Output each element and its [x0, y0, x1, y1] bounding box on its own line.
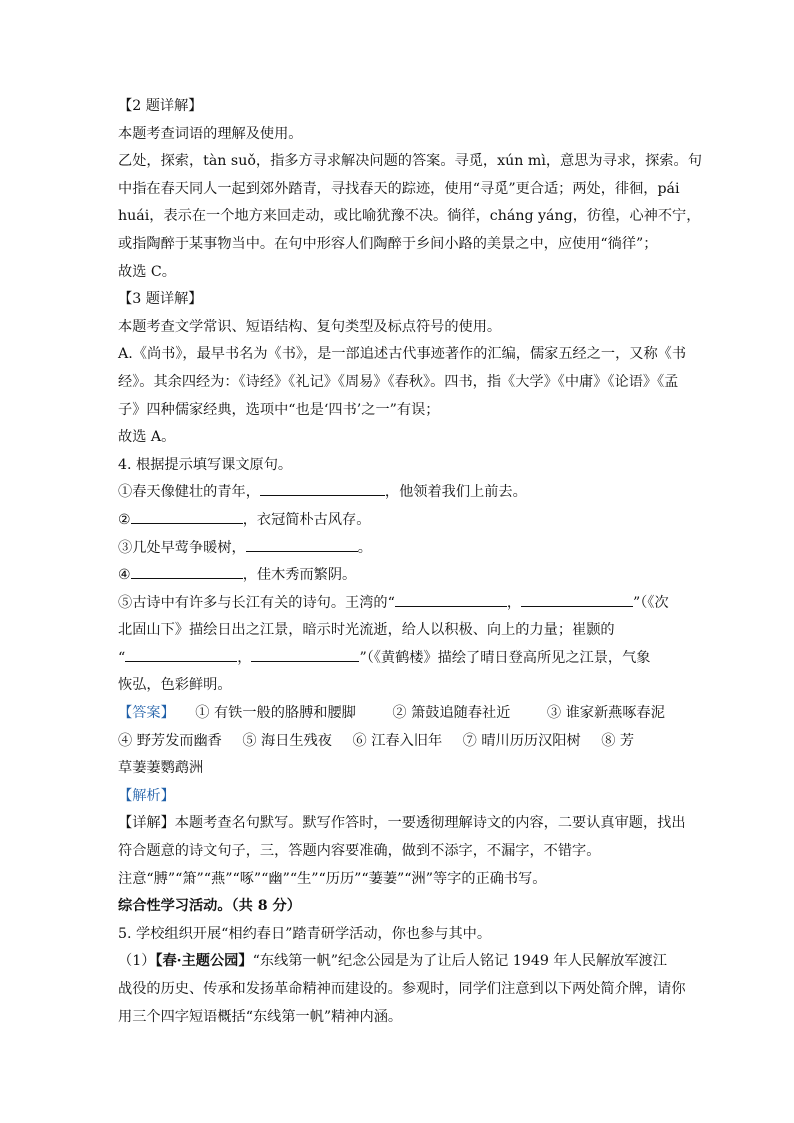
answer-item: ⑦ 晴川历历汉阳树 — [462, 732, 581, 749]
q2-line: 本题考查词语的理解及使用。 — [118, 125, 303, 142]
q5-1-line: 用三个四字短语概括“东线第一帆”精神内涵。 — [118, 1008, 403, 1025]
q4-item-4: ④ ，佳木秀而繁阴。 — [118, 562, 680, 590]
q3-line: A.《尚书》，最早书名为《书》，是一部追述古代事迹著作的汇编，儒家五经之一，又称《书 — [118, 346, 687, 363]
detail-line: 【详解】本题考查名句默写。默写作答时，一要透彻理解诗文的内容，二要认真审题，找出 — [118, 815, 686, 832]
answer-row — [118, 728, 680, 756]
fill-blank — [521, 590, 633, 607]
q3-header: 【3 题详解】 — [118, 291, 203, 308]
q3-line: 经》。其余四经为：《诗经》《礼记》《周易》《春秋》。四书，指《大学》《中庸》《论语》《孟 — [118, 373, 679, 390]
answer-row — [118, 700, 680, 728]
q3-line: 故选 A。 — [118, 429, 176, 446]
answer-item: ⑥ 江春入旧年 — [352, 732, 443, 749]
fill-blank — [251, 645, 359, 662]
q2-line: 或指陶醉于某事物当中。在句中形容人们陶醉于乡间小路的美景之中，应使用“徜徉”； — [118, 235, 658, 252]
fill-blank — [125, 645, 237, 662]
section-title: 综合性学习活动。（共 8 分） — [118, 898, 301, 915]
q5-1-label: 【春·主题公园】 — [155, 953, 253, 970]
q4-title: 4. 根据提示填写课文原句。 — [118, 456, 293, 473]
q2-line: huái，表示在一个地方来回走动，或比喻犹豫不决。徜徉，cháng yáng，彷徨，心神不宁， — [118, 208, 701, 225]
q4-item-3: ③几处早莺争暖树， 。 — [118, 535, 680, 563]
answer-label: 【答案】 — [118, 705, 175, 722]
q2-line: 故选 C。 — [118, 263, 176, 280]
q4-item-5-cont: “ ， ”（《黄鹤楼》描绘了晴日登高所见之江景，气象 — [118, 645, 680, 673]
answer-item: ③ 谁家新燕啄春泥 — [546, 705, 665, 722]
q5-1-line: 战役的历史、传承和发扬革命精神而建设的。参观时，同学们注意到以下两处简介牌，请你 — [118, 981, 686, 997]
q3-line: 子》四种儒家经典，选项中“也是‘四书’之一”有误； — [118, 401, 440, 418]
q4-item-5: ⑤古诗中有许多与长江有关的诗句。王湾的“ ， ”（《次 — [118, 590, 680, 618]
detail-line: 注意“膊”“箫”“燕”“啄”“幽”“生”“历历”“萋萋”“洲”等字的正确书写。 — [118, 870, 547, 887]
q2-header: 【2 题详解】 — [118, 98, 203, 114]
answer-item: ① 有铁一般的胳膊和腰脚 — [195, 705, 356, 722]
analysis-label: 【解析】 — [118, 787, 175, 804]
answer-item: ② 箫鼓追随春社近 — [392, 705, 511, 722]
detail-label: 【详解】 — [118, 815, 175, 832]
detail-line: 符合题意的诗文句子，三，答题内容要准确，做到不添字，不漏字，不错字。 — [118, 843, 601, 860]
q2-line: 中指在春天同人一起到郊外踏青，寻找春天的踪迹，使用“寻觅”更合适；两处，徘徊，pái — [118, 180, 680, 197]
q4-item-5-cont: 北固山下》描绘日出之江景，暗示时光流逝，给人以积极、向上的力量；崔颢的 — [118, 622, 615, 639]
q3-line: 本题考查文学常识、短语结构、复句类型及标点符号的使用。 — [118, 318, 502, 335]
answer-item: ⑤ 海日生残夜 — [242, 732, 332, 749]
document-page — [118, 93, 702, 1031]
answer-item: ⑧ 芳 — [601, 732, 635, 749]
fill-blank — [131, 507, 243, 524]
q4-item-5-cont: 恢弘，色彩鲜明。 — [118, 677, 232, 694]
q4-item-2: ② ，衣冠简朴古风存。 — [118, 507, 680, 535]
fill-blank — [246, 535, 358, 552]
fill-blank — [395, 590, 507, 607]
q2-line: 乙处，探索，tàn suǒ，指多方寻求解决问题的答案。寻觅，xún mì，意思为寻求，探索。句 — [118, 153, 702, 170]
fill-blank — [260, 479, 385, 496]
q5-title: 5. 学校组织开展“相约春日”踏青研学活动，你也参与其中。 — [118, 925, 492, 942]
q4-item-1: ①春天像健壮的青年， ，他领着我们上前去。 — [118, 479, 680, 507]
answer-item: ④ 野芳发而幽香 — [118, 732, 222, 749]
q5-1-line: （1）【春·主题公园】“东线第一帆”纪念公园是为了让后人铭记 1949 年人民解放军渡江 — [118, 953, 667, 970]
fill-blank — [131, 562, 243, 579]
answer-cont: 草萋萋鹦鹉洲 — [118, 760, 204, 777]
